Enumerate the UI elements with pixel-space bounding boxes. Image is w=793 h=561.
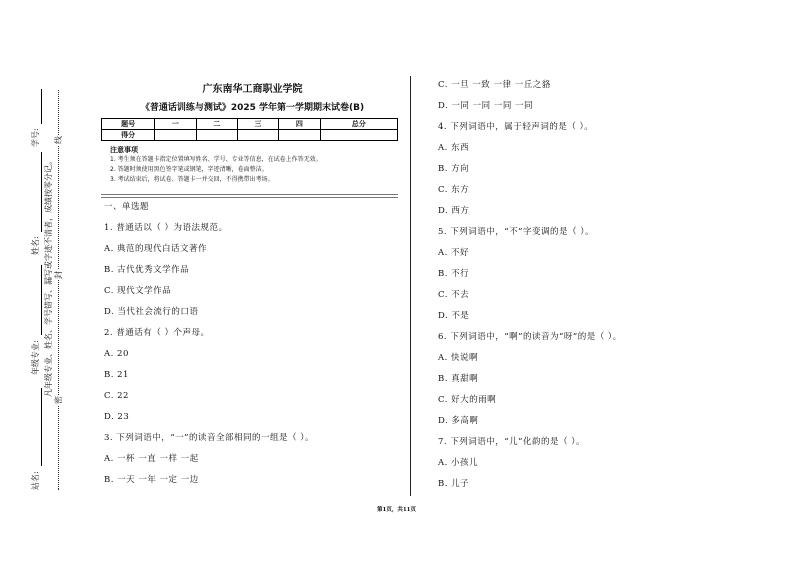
option-line: D. 23 [104, 412, 130, 422]
option-line: C. 好大的雨啊 [438, 395, 497, 405]
major-label: 年级专业: [31, 340, 40, 375]
score-cell[interactable] [320, 130, 397, 141]
option-line: C. 现代文学作品 [104, 286, 172, 296]
question-line: 4. 下列词语中，属于轻声词的是（ ）。 [438, 122, 594, 132]
exam-notes [110, 145, 322, 185]
station-label: 站名: [31, 471, 40, 490]
note-item: 3. 考试结束后，将试卷、答题卡一并交回，不得携带出考场。 [110, 176, 274, 183]
option-line: B. 古代优秀文学作品 [104, 265, 190, 275]
option-line: D. 多高啊 [438, 416, 479, 426]
option-line: A. 典范的现代白话文著作 [104, 244, 208, 254]
option-line: B. 一天 一年 一定 一边 [104, 475, 199, 485]
major-field[interactable] [41, 265, 42, 335]
header-cell: 题号 [102, 119, 155, 130]
right-column [438, 75, 622, 495]
seal-char: 线 [54, 136, 63, 144]
option-line: A. 不好 [438, 248, 470, 258]
header-cell: 四 [279, 119, 320, 130]
notes-title: 注意事项 [110, 146, 138, 154]
header-cell: 二 [196, 119, 237, 130]
question-line: 一、单选题 [104, 202, 150, 212]
seal-char: 封 [54, 271, 63, 279]
option-line: A. 一杯 一直 一样 一起 [104, 454, 199, 464]
page-footer: 第1页，共11页 [377, 507, 416, 513]
option-line: B. 真甜啊 [438, 374, 479, 384]
name-field[interactable] [41, 152, 42, 232]
seal-line [58, 90, 59, 490]
score-cell[interactable] [279, 130, 320, 141]
option-line: C. 不去 [438, 290, 470, 300]
option-line: D. 一同 一同 一同 一同 [438, 101, 534, 111]
header-cell: 三 [237, 119, 278, 130]
option-line: A. 小孩儿 [438, 458, 479, 468]
question-line: 1. 普通话以（ ）为语法规范。 [104, 223, 228, 233]
option-line: B. 21 [104, 370, 129, 380]
header-cell: 总分 [320, 119, 397, 130]
student-id-field[interactable] [41, 89, 42, 124]
score-table [101, 118, 398, 141]
column-divider [410, 76, 411, 496]
question-line: 6. 下列词语中，“啊”的读音为“呀”的是（ ）。 [438, 332, 622, 342]
name-label: 姓名: [31, 236, 40, 255]
question-line: 2. 普通话有（ ）个声母。 [104, 328, 210, 338]
option-line: A. 东西 [438, 143, 470, 153]
table-row [102, 130, 398, 141]
header-cell: 一 [155, 119, 196, 130]
option-line: C. 22 [104, 391, 129, 401]
score-cell[interactable] [237, 130, 278, 141]
score-cell[interactable] [196, 130, 237, 141]
option-line: C. 东方 [438, 185, 470, 195]
option-line: B. 儿子 [438, 479, 470, 489]
question-line: 7. 下列词语中，“儿”化韵的是（ ）。 [438, 437, 585, 447]
score-cell[interactable] [155, 130, 196, 141]
option-line: C. 一旦 一致 一律 一丘之貉 [438, 80, 551, 90]
student-id-label: 学号: [31, 128, 40, 147]
left-column [104, 197, 314, 491]
note-item: 2. 答题时须使用黑色签字笔或钢笔，字迹清晰，卷面整洁。 [110, 166, 268, 173]
row-label: 得分 [102, 130, 155, 141]
option-line: D. 不是 [438, 311, 470, 321]
option-line: D. 当代社会流行的口语 [104, 307, 199, 317]
option-line: B. 方向 [438, 164, 470, 174]
seal-char: 密 [54, 396, 63, 404]
question-line: 3. 下列词语中，“一”的读音全部相同的一组是（ ）。 [104, 433, 314, 443]
option-line: A. 20 [104, 349, 129, 359]
note-item: 1. 考生须在答题卡指定位置填写姓名、学号、专业等信息，在试卷上作答无效。 [110, 156, 322, 163]
table-row [102, 119, 398, 130]
binding-note: 凡年级专业、姓名、学号错写、漏写或字迹不清者，成绩按零分记。 [44, 157, 53, 397]
exam-title: 《普通话训练与测试》2025 学年第一学期期末试卷(B) [140, 103, 365, 113]
option-line: D. 西方 [438, 206, 470, 216]
question-line: 5. 下列词语中，“不”字变调的是（ ）。 [438, 227, 594, 237]
option-line: B. 不行 [438, 269, 470, 279]
school-name: 广东南华工商职业学院 [202, 84, 303, 95]
option-line: A. 快说啊 [438, 353, 479, 363]
station-field[interactable] [41, 388, 42, 466]
